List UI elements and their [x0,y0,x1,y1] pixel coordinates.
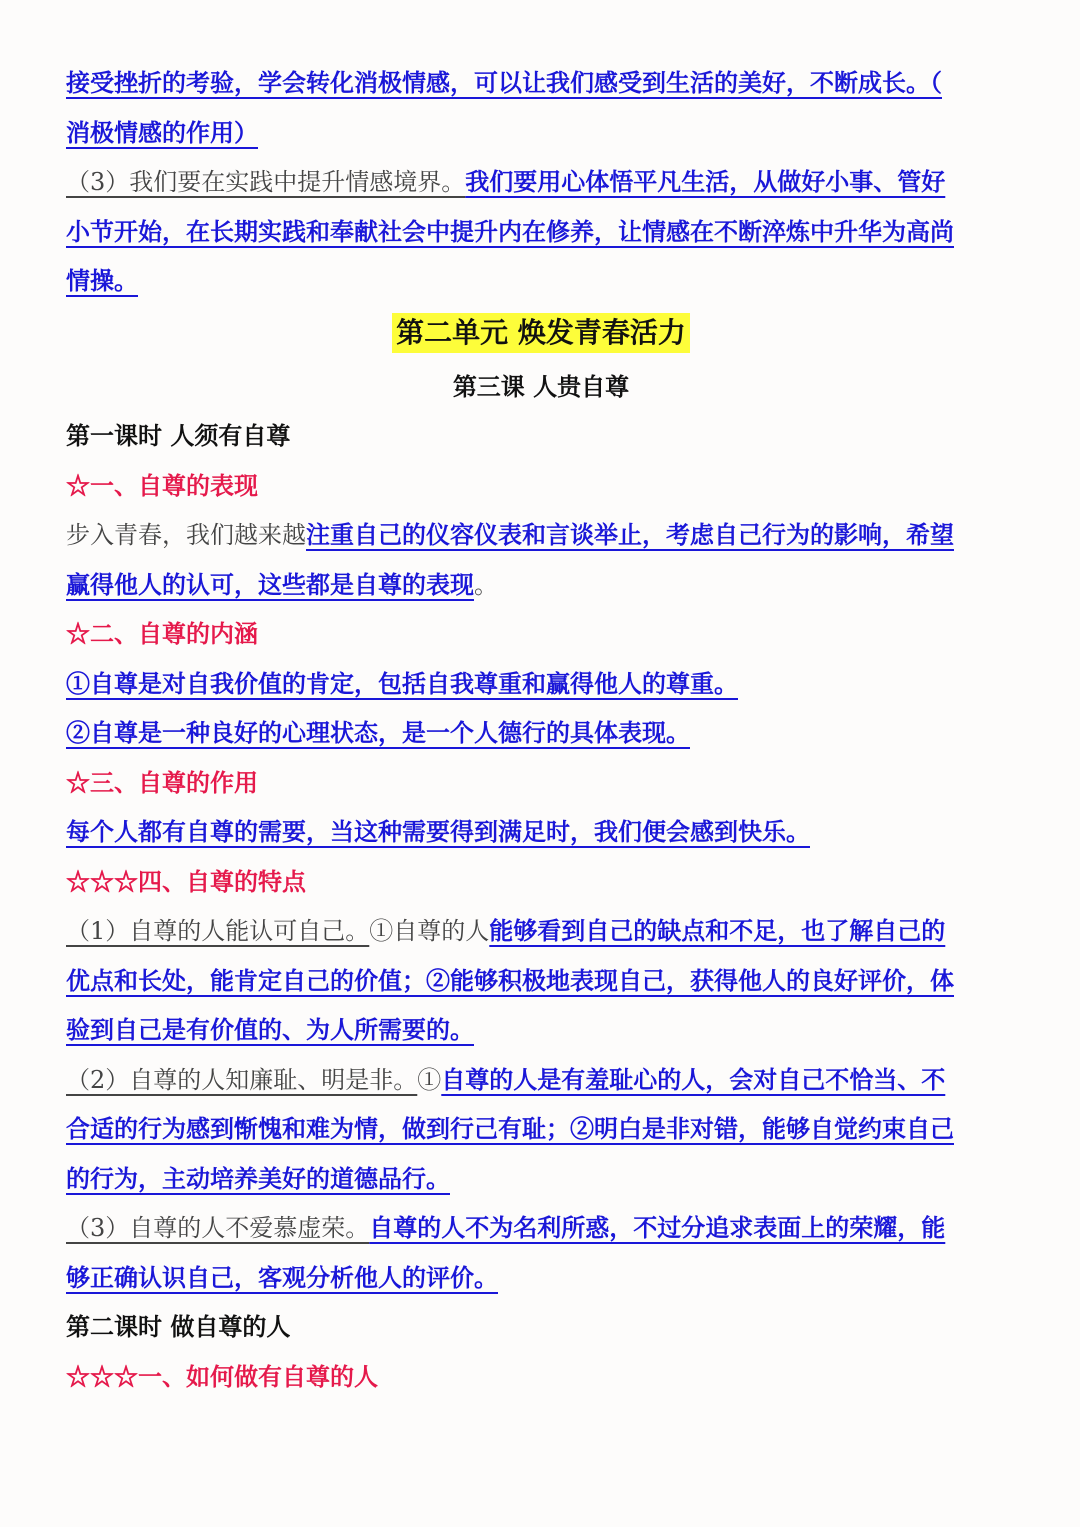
text-line: 的行为，主动培养美好的道德品行。 [66,1163,450,1193]
text-line: 步入青春，我们越来越注重自己的仪容仪表和言谈举止，考虑自己行为的影响，希望 [66,520,954,549]
lesson-title-row [66,362,1016,412]
section-heading: ☆☆☆四、自尊的特点 [66,866,306,896]
section-heading: ☆三、自尊的作用 [66,767,258,797]
section-heading: ☆☆☆一、如何做有自尊的人 [66,1361,378,1391]
text-line: （1）自尊的人能认可自己。①自尊的人能够看到自己的缺点和不足，也了解自己的 [66,916,946,945]
text-line: 合适的行为感到惭愧和难为情，做到行己有耻；②明白是非对错，能够自觉约束自己 [66,1114,954,1143]
text-line-4 [66,207,1016,257]
answer-text: 小节开始，在长期实践和奉献社会中提升内在修养，让情感在不断淬炼中升华为高尚 [66,216,954,246]
unit-title-row [66,306,1016,362]
text-line-3 [66,157,1016,207]
answer-text: 接受挫折的考验，学会转化消极情感，可以让我们感受到生活的美好，不断成长。（ [66,68,942,97]
text-line: 够正确认识自己，客观分析他人的评价。 [66,1262,498,1292]
text-line-5 [66,256,1016,306]
period2-title-row [66,1302,1016,1352]
text-line: （2）自尊的人知廉耻、明是非。①自尊的人是有羞耻心的人，会对自己不恰当、不 [66,1064,946,1094]
answer-text: 情操。 [66,266,138,295]
text-line: 优点和长处，能肯定自己的价值；②能够积极地表现自己，获得他人的良好评价，体 [66,965,954,995]
unit-title: 第二单元 焕发青春活力 [392,313,690,353]
period-title: 第二课时 做自尊的人 [66,1312,291,1341]
period-title: 第一课时 人须有自尊 [66,421,291,450]
lesson-title: 第三课 人贵自尊 [452,371,630,401]
text-line-2 [66,108,1016,158]
text-line: （3）自尊的人不爱慕虚荣。自尊的人不为名利所惑，不过分追求表面上的荣耀，能 [66,1213,946,1242]
point-label: （3）我们要在实践中提升情感境界。 [66,168,466,196]
text-line: 赢得他人的认可，这些都是自尊的表现。 [66,569,498,599]
text-line: 验到自己是有价值的、为人所需要的。 [66,1015,474,1044]
text-line: ②自尊是一种良好的心理状态，是一个人德行的具体表现。 [66,718,690,747]
section-heading: ☆二、自尊的内涵 [66,619,258,648]
document-page [66,58,1016,1401]
section-heading: ☆一、自尊的表现 [66,470,258,500]
text-line-1 [66,58,1016,108]
text-line: ①自尊是对自我价值的肯定，包括自我尊重和赢得他人的尊重。 [66,668,738,698]
period1-title-row [66,411,1016,461]
text-line: 每个人都有自尊的需要，当这种需要得到满足时，我们便会感到快乐。 [66,817,810,846]
answer-text: 消极情感的作用） [66,117,258,147]
answer-text: 我们要用心体悟平凡生活，从做好小事、管好 [465,167,946,196]
